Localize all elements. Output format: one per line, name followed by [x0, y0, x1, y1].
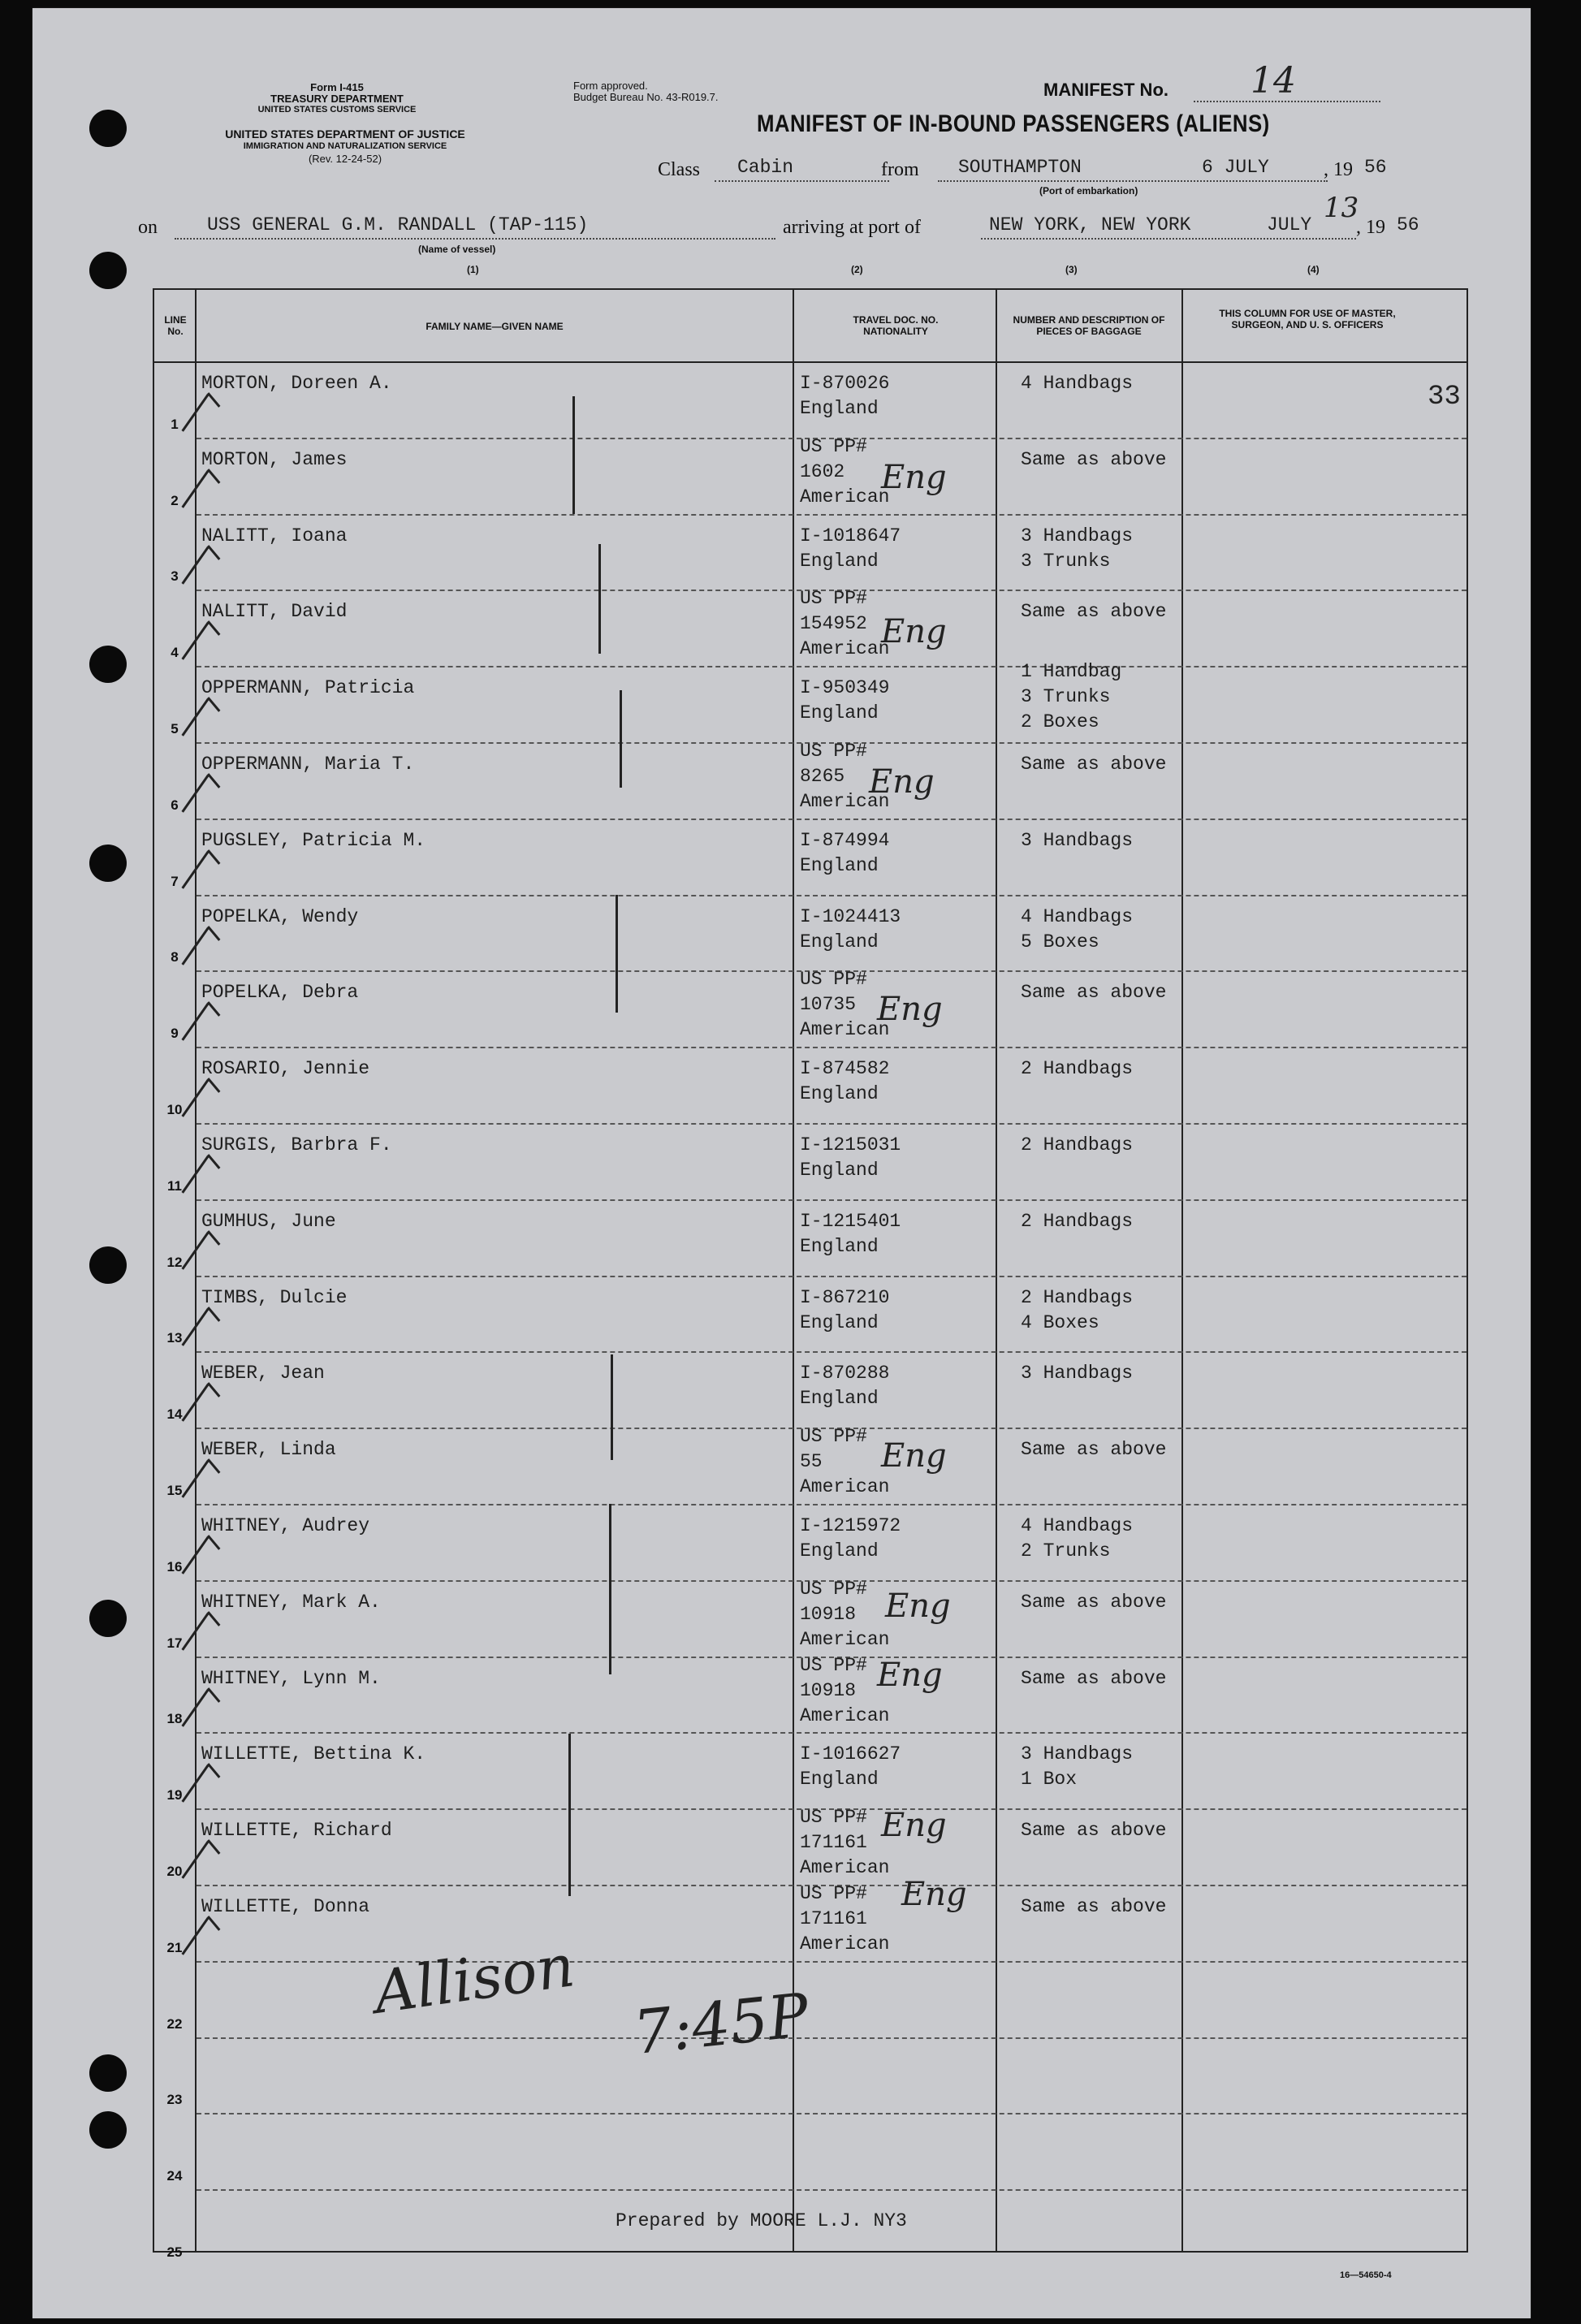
punch-hole [89, 1600, 127, 1637]
baggage-description: 4 Handbags [1021, 373, 1134, 394]
table-row [154, 741, 1467, 820]
table-row [154, 363, 1467, 439]
passenger-name: SURGIS, Barbra F. [201, 1134, 392, 1156]
vessel-line [175, 238, 775, 240]
passenger-name: POPELKA, Wendy [201, 905, 359, 927]
travel-doc-nationality: US PP# 55 American [800, 1426, 890, 1498]
embark-port: SOUTHAMPTON [958, 157, 1082, 178]
travel-doc-nationality: US PP# 1602 American [800, 435, 890, 508]
travel-doc-nationality: I-870288 England [800, 1363, 890, 1410]
punch-hole [89, 845, 127, 882]
travel-doc-nationality: US PP# 171161 American [800, 1807, 890, 1879]
budget-bureau: Budget Bureau No. 43-R019.7. [573, 91, 719, 103]
passenger-name: OPPERMANN, Maria T. [201, 754, 415, 775]
table-row [154, 1125, 1467, 1201]
baggage-description: 3 Handbags [1021, 1363, 1134, 1384]
travel-doc-nationality: US PP# 8265 American [800, 741, 890, 812]
baggage-description: Same as above [1021, 1667, 1167, 1689]
line-number: 23 [166, 2092, 183, 2108]
baggage-description: 4 Handbags 2 Trunks [1021, 1515, 1134, 1562]
agency-ins: IMMIGRATION AND NATURALIZATION SERVICE [243, 141, 447, 151]
form-footer-code: 16—54650-4 [1340, 2270, 1392, 2280]
punch-hole [89, 2054, 127, 2092]
travel-doc-nationality: I-867210 England [800, 1286, 890, 1333]
line-number: 16 [166, 1558, 183, 1575]
travel-doc-nationality: I-1215972 England [800, 1515, 901, 1562]
passenger-name: NALITT, Ioana [201, 525, 348, 546]
table-row [154, 896, 1467, 973]
baggage-description: 3 Handbags [1021, 829, 1134, 851]
form-approved: Form approved. [573, 80, 648, 92]
on-label: on [138, 217, 158, 238]
line-number: 22 [166, 2015, 183, 2032]
baggage-description: 3 Handbags 1 Box [1021, 1743, 1134, 1791]
handwritten-eng: Eng [877, 991, 943, 1028]
table-row [154, 1505, 1467, 1582]
line-number: 24 [166, 2168, 183, 2184]
line-number: 8 [171, 949, 179, 965]
line-number: 10 [166, 1101, 183, 1117]
header-travel-doc: TRAVEL DOC. NO. NATIONALITY [853, 314, 939, 337]
line-number: 1 [171, 416, 179, 432]
manifest-title: MANIFEST OF IN-BOUND PASSENGERS (ALIENS) [757, 110, 1270, 137]
passenger-name: WHITNEY, Mark A. [201, 1591, 381, 1613]
travel-doc-nationality: US PP# 10918 American [800, 1578, 890, 1650]
baggage-description: 2 Handbags [1021, 1210, 1134, 1232]
travel-doc-nationality: I-1018647 England [800, 525, 901, 572]
travel-doc-nationality: I-1024413 England [800, 905, 901, 952]
arrival-line [981, 238, 1356, 240]
passenger-name: WHITNEY, Lynn M. [201, 1667, 381, 1689]
passenger-name: NALITT, David [201, 601, 348, 623]
passenger-name: POPELKA, Debra [201, 982, 359, 1004]
header-line-no: LINE No. [164, 314, 187, 337]
baggage-description: Same as above [1021, 1820, 1167, 1842]
punch-hole [89, 1246, 127, 1284]
line-number: 2 [171, 492, 179, 508]
vessel-name: USS GENERAL G.M. RANDALL (TAP-115) [207, 214, 589, 235]
handwritten-eng: Eng [869, 763, 935, 801]
travel-doc-nationality: I-874994 England [800, 829, 890, 876]
handwritten-eng: Eng [881, 1807, 947, 1844]
travel-doc-nationality: I-1016627 England [800, 1743, 901, 1791]
year-1: 56 [1364, 157, 1387, 178]
arriving-label: arriving at port of [783, 217, 921, 238]
line-number: 9 [171, 1026, 179, 1042]
line-number: 15 [166, 1482, 183, 1498]
col-num-1: (1) [467, 264, 479, 275]
line-number: 14 [166, 1406, 183, 1423]
table-row [154, 1963, 1467, 2039]
manifest-number: 14 [1251, 60, 1296, 102]
travel-doc-nationality: I-1215031 England [800, 1134, 901, 1181]
arrival-port: NEW YORK, NEW YORK [989, 214, 1191, 235]
handwritten-eng: Eng [881, 1437, 947, 1475]
family-bracket [620, 690, 622, 788]
passenger-name: WHITNEY, Audrey [201, 1515, 370, 1536]
line-number: 5 [171, 720, 179, 737]
passenger-name: GUMHUS, June [201, 1210, 336, 1232]
handwritten-eng: Eng [901, 1876, 967, 1913]
table-row [154, 516, 1467, 592]
line-number: 20 [166, 1863, 183, 1879]
handwritten-eng: Eng [877, 1657, 943, 1694]
year-prefix-2: , 19 [1356, 217, 1385, 238]
manifest-no-label: MANIFEST No. [1043, 80, 1168, 100]
col-num-3: (3) [1065, 264, 1078, 275]
form-number: Form I-415 [310, 81, 364, 93]
port-line [938, 180, 1328, 182]
arrival-day: 13 [1324, 192, 1359, 224]
passenger-name: WEBER, Linda [201, 1439, 336, 1461]
col-num-2: (2) [851, 264, 863, 275]
travel-doc-nationality: I-874582 England [800, 1058, 890, 1105]
line-number: 6 [171, 797, 179, 813]
table-row [154, 1277, 1467, 1354]
punch-hole [89, 110, 127, 147]
table-row [154, 1353, 1467, 1429]
handwritten-eng: Eng [885, 1587, 951, 1625]
officer-signature: Allison [369, 1931, 579, 2027]
baggage-description: Same as above [1021, 1591, 1167, 1613]
passenger-table [153, 288, 1468, 2260]
table-row [154, 435, 1467, 516]
form-revision: (Rev. 12-24-52) [308, 153, 382, 165]
family-bracket [609, 1504, 611, 1674]
line-number: 13 [166, 1330, 183, 1346]
baggage-description: 4 Handbags 5 Boxes [1021, 905, 1134, 952]
travel-doc-nationality: US PP# 10735 American [800, 969, 890, 1041]
line-number: 21 [166, 1939, 183, 1955]
line-number: 3 [171, 568, 179, 585]
agency-justice: UNITED STATES DEPARTMENT OF JUSTICE [225, 127, 465, 140]
baggage-description: 2 Handbags [1021, 1058, 1134, 1080]
table-row [154, 1426, 1467, 1505]
table-row [154, 1734, 1467, 1810]
line-number: 7 [171, 873, 179, 889]
travel-doc-nationality: US PP# 10918 American [800, 1654, 890, 1726]
handwritten-eng: Eng [881, 459, 947, 496]
agency-treasury: TREASURY DEPARTMENT [270, 93, 404, 105]
manifest-page [32, 8, 1531, 2318]
passenger-name: OPPERMANN, Patricia [201, 677, 415, 699]
passenger-name: TIMBS, Dulcie [201, 1286, 348, 1308]
table-row [154, 1807, 1467, 1886]
passenger-name: MORTON, James [201, 448, 348, 470]
baggage-description: Same as above [1021, 1439, 1167, 1461]
passenger-name: MORTON, Doreen A. [201, 373, 392, 394]
col-num-4: (4) [1307, 264, 1320, 275]
page-mark: 33 [1428, 382, 1461, 413]
table-row [154, 1201, 1467, 1277]
header-name: FAMILY NAME—GIVEN NAME [425, 321, 564, 332]
line-number: 18 [166, 1711, 183, 1727]
table-row [154, 820, 1467, 896]
punch-hole [89, 2111, 127, 2149]
line-number: 25 [166, 2244, 183, 2260]
from-label: from [881, 159, 919, 180]
embark-date: 6 JULY [1202, 157, 1269, 178]
family-bracket [611, 1354, 613, 1460]
punch-hole [89, 252, 127, 289]
table-row [154, 1654, 1467, 1734]
year-2: 56 [1397, 214, 1419, 235]
header-officers: THIS COLUMN FOR USE OF MASTER, SURGEON, AND U. S. OFFICERS [1219, 308, 1396, 330]
family-bracket [616, 895, 618, 1013]
agency-customs: UNITED STATES CUSTOMS SERVICE [257, 105, 417, 114]
table-row [154, 661, 1467, 744]
table-row [154, 2114, 1467, 2191]
passenger-name: WILLETTE, Bettina K. [201, 1743, 426, 1765]
table-row [154, 1883, 1467, 1963]
table-row [154, 969, 1467, 1048]
table-row [154, 588, 1467, 667]
baggage-description: Same as above [1021, 601, 1167, 623]
baggage-description: Same as above [1021, 754, 1167, 775]
baggage-description: 3 Handbags 3 Trunks [1021, 525, 1134, 572]
travel-doc-nationality: I-1215401 England [800, 1210, 901, 1257]
line-number: 12 [166, 1254, 183, 1270]
line-number: 17 [166, 1635, 183, 1651]
line-number: 19 [166, 1787, 183, 1803]
table-row [154, 1578, 1467, 1658]
prepared-by: Prepared by MOORE L.J. NY3 [616, 2210, 907, 2231]
passenger-name: WEBER, Jean [201, 1363, 325, 1384]
family-bracket [568, 1734, 571, 1896]
baggage-description: 1 Handbag 3 Trunks 2 Boxes [1021, 661, 1122, 733]
class-label: Class [658, 159, 701, 180]
port-caption: (Port of embarkation) [1039, 185, 1138, 197]
passenger-name: WILLETTE, Donna [201, 1896, 370, 1917]
travel-doc-nationality: US PP# 171161 American [800, 1883, 890, 1955]
vessel-caption: (Name of vessel) [418, 244, 496, 255]
handwritten-eng: Eng [881, 613, 947, 650]
baggage-description: 2 Handbags [1021, 1134, 1134, 1156]
family-bracket [572, 396, 575, 514]
baggage-description: Same as above [1021, 1896, 1167, 1917]
passenger-name: WILLETTE, Richard [201, 1820, 392, 1842]
arrival-month: JULY [1267, 214, 1312, 235]
line-number: 11 [167, 1177, 182, 1194]
baggage-description: 2 Handbags 4 Boxes [1021, 1286, 1134, 1333]
year-prefix: , 19 [1324, 159, 1353, 180]
family-bracket [598, 544, 601, 654]
class-value: Cabin [737, 157, 794, 178]
header-baggage: NUMBER AND DESCRIPTION OF PIECES OF BAGGAGE [1013, 314, 1165, 337]
baggage-description: Same as above [1021, 448, 1167, 470]
class-line [715, 180, 889, 182]
baggage-description: Same as above [1021, 982, 1167, 1004]
handwritten-number: 7:45P [630, 1980, 812, 2069]
travel-doc-nationality: US PP# 154952 American [800, 588, 890, 660]
travel-doc-nationality: I-950349 England [800, 677, 890, 724]
travel-doc-nationality: I-870026 England [800, 373, 890, 419]
passenger-name: PUGSLEY, Patricia M. [201, 829, 426, 851]
line-number: 4 [171, 645, 179, 661]
punch-hole [89, 646, 127, 683]
table-row [154, 1048, 1467, 1125]
passenger-name: ROSARIO, Jennie [201, 1058, 370, 1080]
